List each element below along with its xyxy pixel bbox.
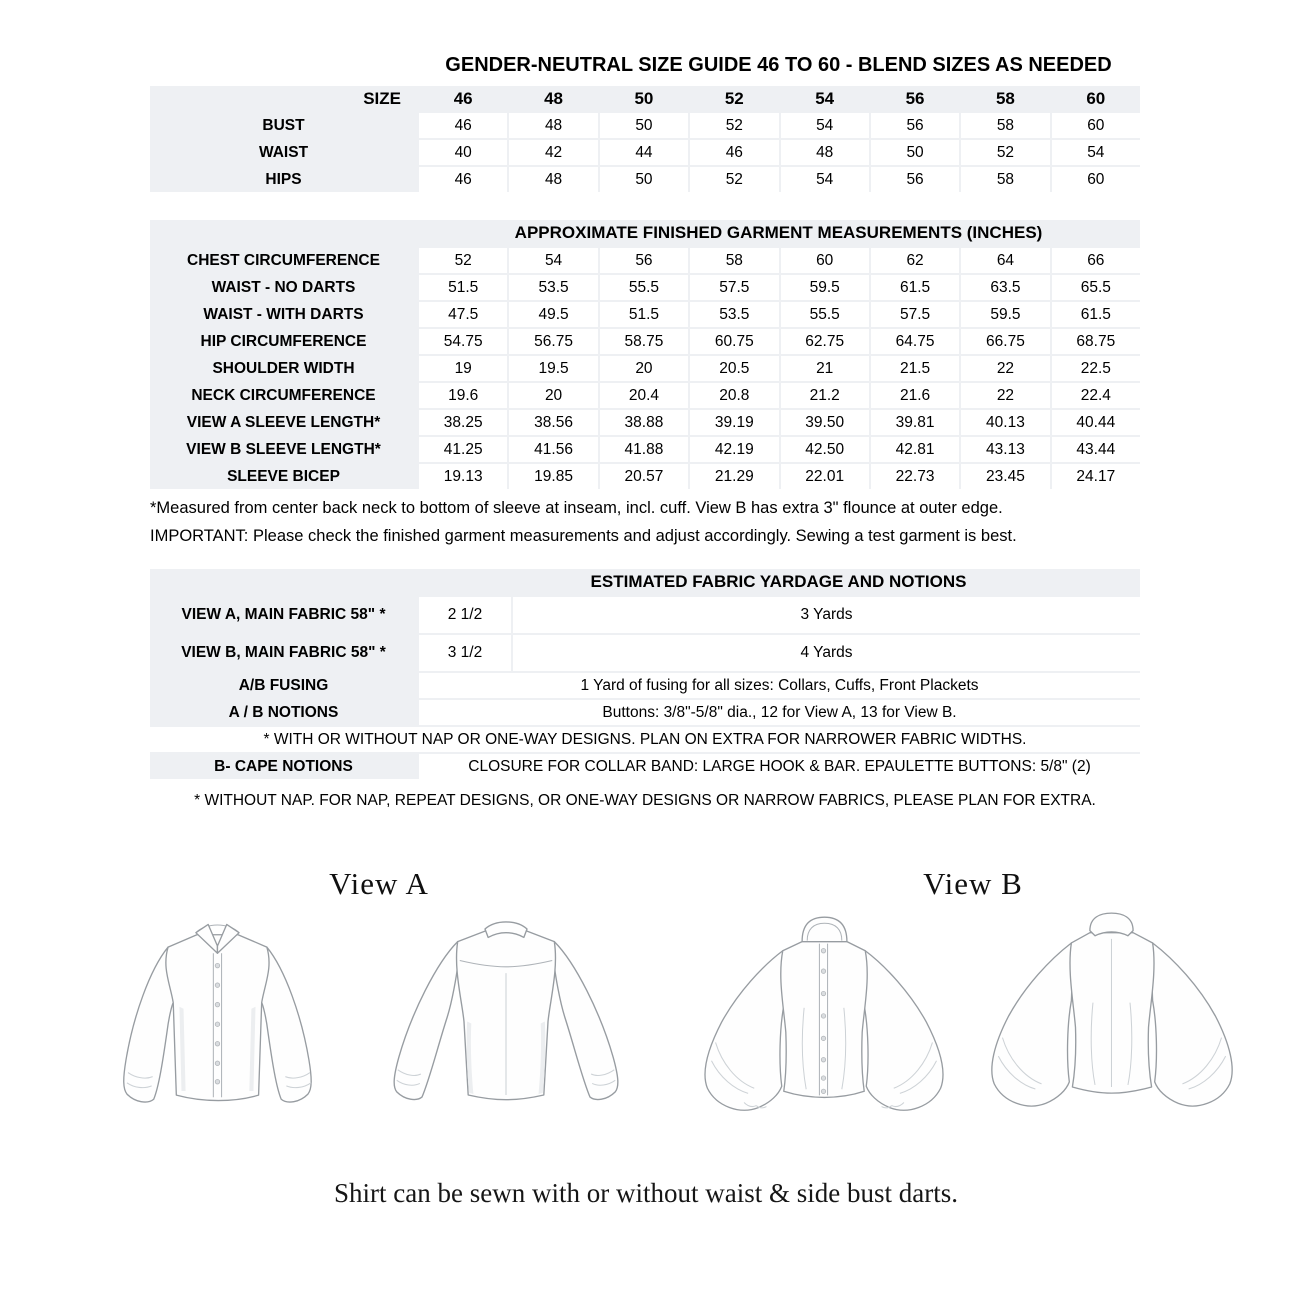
table-row [150,437,1140,462]
view-b-front-illustration [686,908,962,1130]
table-row [150,356,1140,381]
row-label: VIEW A SLEEVE LENGTH* [150,410,417,435]
row-label: SLEEVE BICEP [150,464,417,489]
view-b-illustrations [686,908,1260,1130]
table-cell: 20.57 [600,464,688,489]
row-label: A / B NOTIONS [150,700,417,725]
table-row [150,754,1140,779]
table-cell: 19.6 [419,383,507,408]
table-row [150,700,1140,725]
table-cell: 51.5 [600,302,688,327]
table-cell: 48 [509,113,597,138]
table-cell: 58 [961,167,1049,192]
table-row [150,464,1140,489]
table-cell: 22.5 [1052,356,1140,381]
table-cell: 60.75 [690,329,778,354]
table-cell: 60 [1052,167,1140,192]
table-cell: 39.81 [871,410,959,435]
table-cell: 19.13 [419,464,507,489]
table-cell: 44 [600,140,688,165]
row-label: WAIST - WITH DARTS [150,302,417,327]
table-cell: 65.5 [1052,275,1140,300]
table-cell: 66.75 [961,329,1049,354]
table-cell: 50 [600,113,688,138]
fusing-value: 1 Yard of fusing for all sizes: Collars, Cuffs, Front Plackets [419,673,1140,698]
yardage-cell: 4 Yards [513,635,1140,671]
table-cell: 38.25 [419,410,507,435]
table-cell: 48 [509,167,597,192]
quantity-cell: 2 1/2 [419,597,511,633]
table-cell: 42 [509,140,597,165]
row-label: VIEW B, MAIN FABRIC 58" * [150,635,417,671]
table-cell: 61.5 [1052,302,1140,327]
page-title: GENDER-NEUTRAL SIZE GUIDE 46 TO 60 - BLEND SIZES AS NEEDED [445,54,1112,76]
quantity-cell: 3 1/2 [419,635,511,671]
table-cell: 40 [419,140,507,165]
table-cell: 60 [1052,113,1140,138]
table-cell: 62.75 [781,329,869,354]
table-row [150,597,1140,633]
table-cell: 22 [961,383,1049,408]
size-column-header: 60 [1052,86,1140,111]
table-cell: 56.75 [509,329,597,354]
table-cell: 48 [781,140,869,165]
table-cell: 50 [600,167,688,192]
table-cell: 38.88 [600,410,688,435]
view-a-illustrations [94,908,664,1126]
table-cell: 39.19 [690,410,778,435]
bottom-caption: Shirt can be sewn with or without waist & side bust darts. [334,1178,958,1208]
table-cell: 19.5 [509,356,597,381]
finished-measurements-table [150,220,1140,489]
table-row [150,167,1140,192]
yardage-table [150,569,1140,779]
cape-notions-value: CLOSURE FOR COLLAR BAND: LARGE HOOK & BAR. EPAULETTE BUTTONS: 5/8" (2) [419,754,1140,779]
table-cell: 64 [961,248,1049,273]
table-cell: 20.4 [600,383,688,408]
size-column-header: 46 [419,86,507,111]
table-cell: 56 [871,113,959,138]
important-note: IMPORTANT: Please check the finished garment measurements and adjust accordingly. Sewing a test garment is best. [150,527,1017,545]
table-cell: 63.5 [961,275,1049,300]
table-cell: 46 [690,140,778,165]
table-row [150,329,1140,354]
row-label: WAIST [150,140,417,165]
table-header-row [150,86,1140,111]
table-title: ESTIMATED FABRIC YARDAGE AND NOTIONS [590,572,967,591]
table-cell: 22.4 [1052,383,1140,408]
table-cell: 43.44 [1052,437,1140,462]
view-b-group [688,866,1258,1130]
table-cell: 21 [781,356,869,381]
table-cell: 52 [690,113,778,138]
table-title-band [150,569,1140,595]
table-row [150,410,1140,435]
table-cell: 51.5 [419,275,507,300]
size-guide-table [150,86,1140,192]
table-title-band [150,220,1140,246]
row-label: VIEW B SLEEVE LENGTH* [150,437,417,462]
table-cell: 22.01 [781,464,869,489]
table-cell: 21.5 [871,356,959,381]
yardage-cell: 3 Yards [513,597,1140,633]
row-label: VIEW A, MAIN FABRIC 58" * [150,597,417,633]
table-cell: 42.81 [871,437,959,462]
table-cell: 68.75 [1052,329,1140,354]
view-b-label: View B [923,866,1023,901]
notions-value: Buttons: 3/8"-5/8" dia., 12 for View A, 13 for View B. [419,700,1140,725]
yardage-footer-note: * WITHOUT NAP. FOR NAP, REPEAT DESIGNS, OR ONE-WAY DESIGNS OR NARROW FABRICS, PLEASE PLAN FOR EXTRA. [194,792,1096,809]
table-cell: 22.73 [871,464,959,489]
view-b-back-illustration [964,908,1260,1124]
table-cell: 22 [961,356,1049,381]
table-cell: 41.25 [419,437,507,462]
row-label: WAIST - NO DARTS [150,275,417,300]
table-cell: 21.6 [871,383,959,408]
size-column-header: 50 [600,86,688,111]
row-label: B- CAPE NOTIONS [150,754,417,779]
row-label: BUST [150,113,417,138]
size-header-label: SIZE [150,86,417,111]
table-note-row [150,727,1140,752]
table-cell: 60 [781,248,869,273]
row-label: HIP CIRCUMFERENCE [150,329,417,354]
table-cell: 20.5 [690,356,778,381]
table-row [150,113,1140,138]
sleeve-measurement-note: *Measured from center back neck to bottom of sleeve at inseam, incl. cuff. View B has extra 3" flounce at outer edge. [150,499,1003,517]
measurement-notes [150,494,1150,550]
table-row [150,275,1140,300]
table-cell: 42.19 [690,437,778,462]
table-row [150,383,1140,408]
table-cell: 53.5 [690,302,778,327]
table-cell: 54 [781,167,869,192]
table-cell: 41.56 [509,437,597,462]
table-cell: 52 [690,167,778,192]
nap-note: * WITH OR WITHOUT NAP OR ONE-WAY DESIGNS. PLAN ON EXTRA FOR NARROWER FABRIC WIDTHS. [150,727,1140,752]
table-cell: 40.13 [961,410,1049,435]
table-cell: 58.75 [600,329,688,354]
table-cell: 54 [781,113,869,138]
garment-views [0,866,1292,1130]
table-cell: 66 [1052,248,1140,273]
row-label: CHEST CIRCUMFERENCE [150,248,417,273]
size-column-header: 58 [961,86,1049,111]
view-a-back-illustration [348,908,664,1116]
table-cell: 54.75 [419,329,507,354]
table-cell: 62 [871,248,959,273]
table-cell: 59.5 [961,302,1049,327]
table-cell: 21.29 [690,464,778,489]
size-column-header: 56 [871,86,959,111]
row-label: SHOULDER WIDTH [150,356,417,381]
table-cell: 58 [690,248,778,273]
view-a-front-illustration [94,908,344,1126]
table-cell: 64.75 [871,329,959,354]
table-cell: 21.2 [781,383,869,408]
size-column-header: 52 [690,86,778,111]
table-cell: 20.8 [690,383,778,408]
table-cell: 61.5 [871,275,959,300]
table-cell: 46 [419,113,507,138]
row-label: HIPS [150,167,417,192]
table-cell: 56 [871,167,959,192]
table-cell: 56 [600,248,688,273]
table-cell: 55.5 [781,302,869,327]
size-column-header: 54 [781,86,869,111]
table-row [150,140,1140,165]
view-a-group [96,866,662,1130]
row-label: NECK CIRCUMFERENCE [150,383,417,408]
table-title: APPROXIMATE FINISHED GARMENT MEASUREMENTS (INCHES) [514,223,1043,242]
table-cell: 39.50 [781,410,869,435]
table-cell: 52 [961,140,1049,165]
table-cell: 55.5 [600,275,688,300]
table-cell: 54 [509,248,597,273]
table-cell: 20 [600,356,688,381]
table-cell: 47.5 [419,302,507,327]
table-cell: 38.56 [509,410,597,435]
table-cell: 19 [419,356,507,381]
table-cell: 54 [1052,140,1140,165]
table-row [150,248,1140,273]
table-cell: 53.5 [509,275,597,300]
table-row [150,635,1140,671]
table-cell: 24.17 [1052,464,1140,489]
table-cell: 57.5 [871,302,959,327]
table-cell: 49.5 [509,302,597,327]
table-cell: 41.88 [600,437,688,462]
table-cell: 43.13 [961,437,1049,462]
table-cell: 46 [419,167,507,192]
table-cell: 57.5 [690,275,778,300]
table-cell: 42.50 [781,437,869,462]
table-row [150,302,1140,327]
table-row [150,673,1140,698]
size-column-header: 48 [509,86,597,111]
table-cell: 20 [509,383,597,408]
table-cell: 50 [871,140,959,165]
view-a-label: View A [329,866,429,901]
table-cell: 40.44 [1052,410,1140,435]
table-cell: 59.5 [781,275,869,300]
table-cell: 52 [419,248,507,273]
table-cell: 19.85 [509,464,597,489]
table-cell: 23.45 [961,464,1049,489]
row-label: A/B FUSING [150,673,417,698]
table-cell: 58 [961,113,1049,138]
